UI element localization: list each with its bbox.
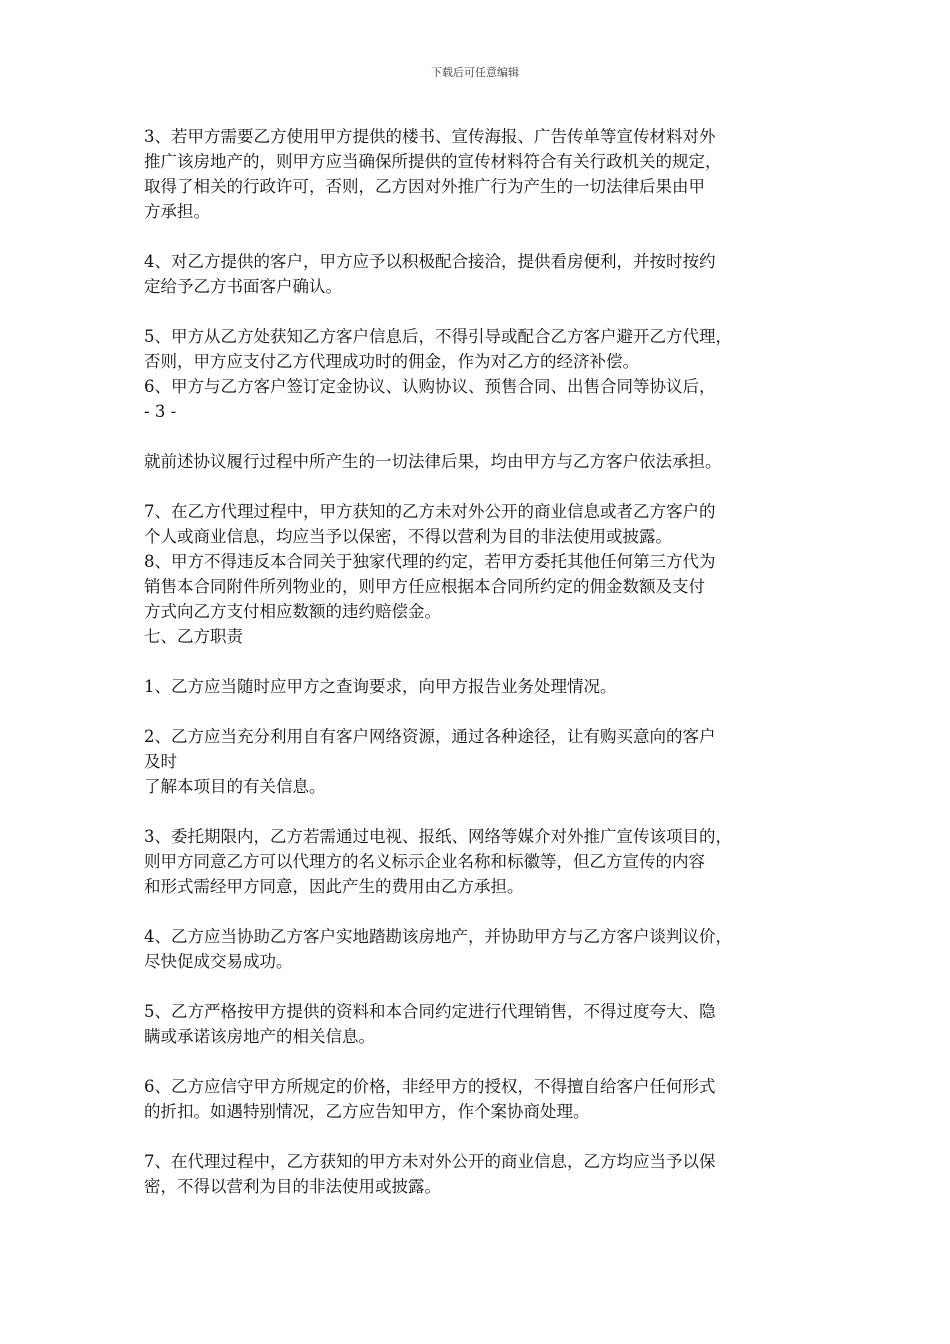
paragraph-gap xyxy=(144,799,844,824)
paragraph: 5、乙方严格按甲方提供的资料和本合同约定进行代理销售，不得过度夸大、隐 瞒或承诺该房地产的相关信息。 xyxy=(144,1002,716,1046)
paragraph-gap xyxy=(144,224,844,249)
paragraph: 3、若甲方需要乙方使用甲方提供的楼书、宣传海报、广告传单等宣传材料对外 推广该房地产的，则甲方应当确保所提供的宣传材料符合有关行政机关的规定， 取得了相关的行政许可，否则，乙方因对外推广行为产生的一切法律后果由甲 方承担。 xyxy=(144,127,722,221)
paragraph: 1、乙方应当随时应甲方之查询要求，向甲方报告业务处理情况。 xyxy=(144,677,617,696)
paragraph: 6、乙方应信守甲方所规定的价格，非经甲方的授权，不得擅自给客户任何形式 的折扣。如遇特别情况，乙方应告知甲方，作个案协商处理。 xyxy=(144,1077,716,1121)
paragraph: 7、在乙方代理过程中，甲方获知的乙方未对外公开的商业信息或者乙方客户的 个人或商业信息，均应当予以保密，不得以营利为目的非法使用或披露。 xyxy=(144,502,716,546)
paragraph-gap xyxy=(144,899,844,924)
paragraph-gap xyxy=(144,974,844,999)
paragraph: 3、委托期限内，乙方若需通过电视、报纸、网络等媒介对外推广宣传该项目的， 则甲方同意乙方可以代理方的名义标示企业名称和标徽等，但乙方宣传的内容 和形式需经甲方同意，因此产生的费用由乙方承担。 xyxy=(144,827,732,896)
paragraph-gap xyxy=(144,474,844,499)
paragraph-gap xyxy=(144,699,844,724)
paragraph-gap xyxy=(144,299,844,324)
paragraph: 七、乙方职责 xyxy=(144,627,243,646)
paragraph: 就前述协议履行过程中所产生的一切法律后果，均由甲方与乙方客户依法承担。 xyxy=(144,452,722,471)
page-header: 下载后可任意编辑 xyxy=(431,66,519,79)
paragraph: 2、乙方应当充分利用自有客户网络资源，通过各种途径，让有购买意向的客户 及时 了解本项目的有关信息。 xyxy=(144,727,716,796)
paragraph: 4、对乙方提供的客户，甲方应予以积极配合接洽，提供看房便利，并按时按约 定给予乙方书面客户确认。 xyxy=(144,252,716,296)
paragraph-gap xyxy=(144,649,844,674)
paragraph: 5、甲方从乙方处获知乙方客户信息后，不得引导或配合乙方客户避开乙方代理， 否则，甲方应支付乙方代理成功时的佣金，作为对乙方的经济补偿。 xyxy=(144,327,732,371)
paragraph: 8、甲方不得违反本合同关于独家代理的约定，若甲方委托其他任何第三方代为 销售本合同附件所列物业的，则甲方任应根据本合同所约定的佣金数额及支付 方式向乙方支付相应数额的违约赔偿金。 xyxy=(144,552,716,621)
paragraph: 4、乙方应当协助乙方客户实地踏勘该房地产，并协助甲方与乙方客户谈判议价， 尽快促成交易成功。 xyxy=(144,927,732,971)
paragraph-gap xyxy=(144,1124,844,1149)
paragraph: 7、在代理过程中，乙方获知的甲方未对外公开的商业信息，乙方均应当予以保 密，不得以营利为目的非法使用或披露。 xyxy=(144,1152,716,1196)
paragraph-gap xyxy=(144,1049,844,1074)
paragraph: 6、甲方与乙方客户签订定金协议、认购协议、预售合同、出售合同等协议后， xyxy=(144,377,716,396)
paragraph: - 3 - xyxy=(144,402,177,421)
document-body xyxy=(144,124,844,1199)
paragraph-gap xyxy=(144,424,844,449)
